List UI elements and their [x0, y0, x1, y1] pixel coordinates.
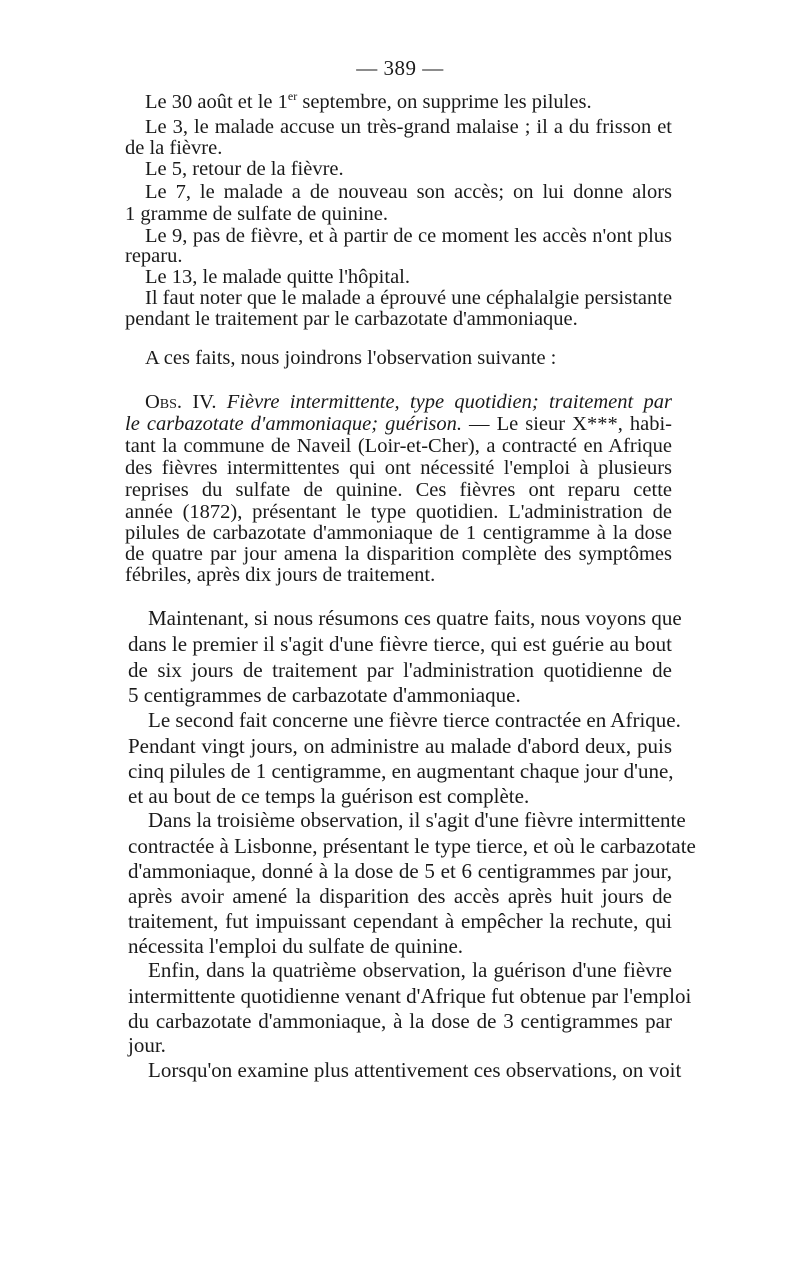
text-line: d'ammoniaque, donné à la dose de 5 et 6 centigrammes par jour,: [128, 859, 672, 883]
text-line: nécessita l'emploi du sulfate de quinine.: [128, 934, 464, 958]
text-line: jour.: [128, 1033, 166, 1057]
text-line: 5 centigrammes de carbazotate d'ammoniaque.: [128, 683, 521, 707]
text-line: Lorsqu'on examine plus attentivement ces observations, on voit: [148, 1058, 682, 1082]
text-line: intermittente quotidienne venant d'Afrique fut obtenue par l'emploi: [128, 984, 692, 1008]
observation-text: — Le sieur X***, habi-: [461, 413, 672, 435]
observation-label: Obs. IV.: [145, 391, 217, 413]
text-line: Maintenant, si nous résumons ces quatre faits, nous voyons que: [148, 606, 682, 630]
text-line: de quatre par jour amena la disparition complète des symptômes: [125, 543, 672, 565]
text-line: cinq pilules de 1 centigramme, en augmentant chaque jour d'une,: [128, 759, 674, 783]
text-line: tant la commune de Naveil (Loir-et-Cher), a contracté en Afrique: [125, 435, 672, 457]
text-line: pilules de carbazotate d'ammoniaque de 1 centigramme à la dose: [125, 522, 672, 544]
text-line: Le 9, pas de fièvre, et à partir de ce moment les accès n'ont plus: [145, 225, 672, 247]
text-line: contractée à Lisbonne, présentant le type tierce, et où le carbazotate: [128, 834, 696, 858]
text-line: Il faut noter que le malade a éprouvé une céphalalgie persistante: [145, 287, 673, 309]
text-line: année (1872), présentant le type quotidien. L'administration de: [125, 501, 672, 523]
text-line: dans le premier il s'agit d'une fièvre tierce, qui est guérie au bout: [128, 632, 672, 656]
text-line: de six jours de traitement par l'administration quotidienne de: [128, 658, 672, 682]
text-line: pendant le traitement par le carbazotate d'ammoniaque.: [125, 308, 578, 330]
text-line: Enfin, dans la quatrième observation, la guérison d'une fièvre: [148, 958, 672, 982]
text-line: Le 3, le malade accuse un très-grand malaise ; il a du frisson et: [145, 116, 672, 138]
text-line: après avoir amené la disparition des accès après huit jours de: [128, 884, 672, 908]
text-line: Le 13, le malade quitte l'hôpital.: [145, 266, 410, 288]
text-line: du carbazotate d'ammoniaque, à la dose de 3 centigrammes par: [128, 1009, 672, 1033]
transition-sentence: A ces faits, nous joindrons l'observation suivante :: [145, 347, 557, 369]
text-line: Le 5, retour de la fièvre.: [145, 158, 344, 180]
page-number: — 389 —: [356, 56, 444, 80]
line-text: Le 30 août et le 1er septembre, on supprime les pilules.: [145, 89, 592, 113]
observation-title: Fièvre intermittente, type quotidien; traitement par: [226, 391, 672, 413]
text-line: Pendant vingt jours, on administre au malade d'abord deux, puis: [128, 734, 672, 758]
observation-title-cont: le carbazotate d'ammoniaque; guérison.: [125, 413, 462, 435]
text-line: des fièvres intermittentes qui ont nécessité l'emploi à plusieurs: [125, 457, 672, 479]
text-line: et au bout de ce temps la guérison est complète.: [128, 784, 530, 808]
text-line: de la fièvre.: [125, 137, 223, 159]
text-line: [145, 90, 672, 114]
text-line: fébriles, après dix jours de traitement.: [125, 564, 436, 586]
text-line: Le 7, le malade a de nouveau son accès; on lui donne alors: [145, 181, 672, 203]
text-line: traitement, fut impuissant cependant à empêcher la rechute, qui: [128, 909, 672, 933]
observation-heading-line: [145, 390, 672, 414]
text-line: [125, 412, 672, 436]
text-line: Dans la troisième observation, il s'agit d'une fièvre intermittente: [148, 808, 686, 832]
text-line: reparu.: [125, 245, 183, 267]
text-line: reprises du sulfate de quinine. Ces fièvres ont reparu cette: [125, 479, 672, 501]
text-line: Le second fait concerne une fièvre tierce contractée en Afrique.: [148, 708, 681, 732]
text-line: 1 gramme de sulfate de quinine.: [125, 203, 388, 225]
